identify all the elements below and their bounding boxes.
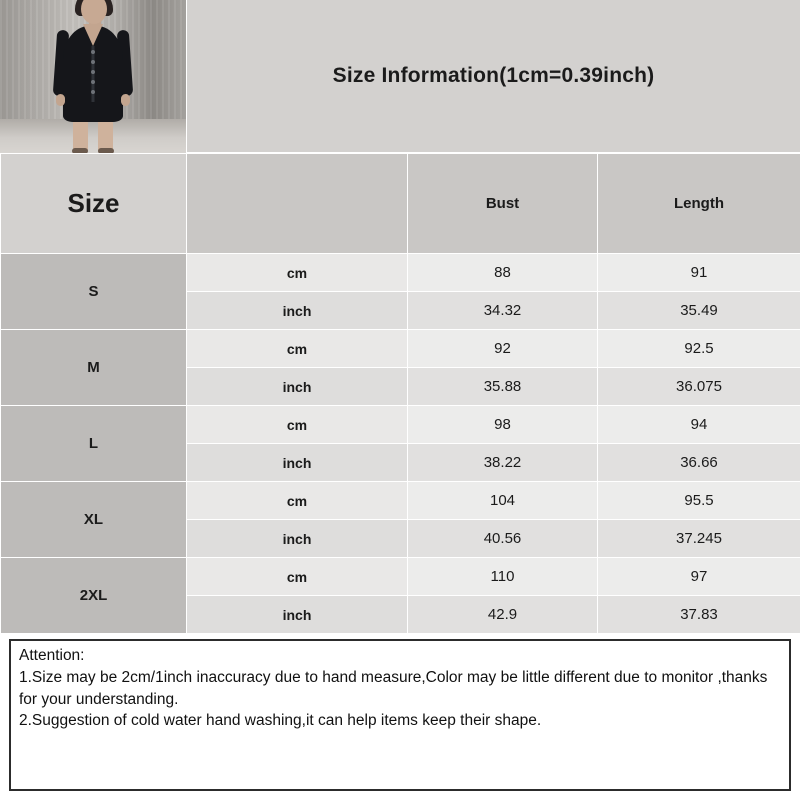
dress-button-icon [91,80,95,84]
row-unit-inch: inch [187,444,408,482]
model-right-hand [121,94,130,106]
model-dress [63,26,123,122]
row-unit-inch: inch [187,292,408,330]
row-bust-cm: 92 [408,330,598,368]
table-row [1,482,800,520]
row-bust-cm: 88 [408,254,598,292]
row-size-label: L [1,406,187,482]
row-unit-cm: cm [187,254,408,292]
row-size-label: M [1,330,187,406]
size-information-title: Size Information(1cm=0.39inch) [332,64,655,87]
row-bust-inch: 34.32 [408,292,598,330]
row-length-cm: 92.5 [598,330,800,368]
row-unit-inch: inch [187,596,408,634]
table-header-row [1,154,800,254]
model-head [81,0,107,24]
row-length-cm: 95.5 [598,482,800,520]
row-bust-cm: 110 [408,558,598,596]
model-left-hand [56,94,65,106]
row-length-cm: 97 [598,558,800,596]
row-length-inch: 37.83 [598,596,800,634]
header-row [0,0,800,153]
row-length-inch: 36.66 [598,444,800,482]
row-unit-cm: cm [187,558,408,596]
row-size-label: 2XL [1,558,187,634]
row-length-inch: 37.245 [598,520,800,558]
header-cell-size: Size [1,154,187,254]
attention-line-2: 2.Suggestion of cold water hand washing,it can help items keep their shape. [19,712,542,730]
row-bust-inch: 40.56 [408,520,598,558]
row-unit-inch: inch [187,368,408,406]
header-cell-unit [187,154,408,254]
product-photo [0,0,186,153]
row-length-inch: 35.49 [598,292,800,330]
table-row [1,330,800,368]
row-unit-inch: inch [187,520,408,558]
row-unit-cm: cm [187,330,408,368]
row-length-inch: 36.075 [598,368,800,406]
row-unit-cm: cm [187,482,408,520]
dress-button-icon [91,90,95,94]
table-row [1,254,800,292]
header-cell-length: Length [598,154,800,254]
row-bust-inch: 35.88 [408,368,598,406]
model-right-shoe [98,148,114,153]
dress-button-icon [91,60,95,64]
row-length-cm: 94 [598,406,800,444]
attention-heading: Attention: [19,647,85,664]
header-cell-bust: Bust [408,154,598,254]
row-bust-cm: 98 [408,406,598,444]
model-left-shoe [72,148,88,153]
size-table [0,153,800,634]
dress-button-icon [91,70,95,74]
table-row [1,558,800,596]
row-length-cm: 91 [598,254,800,292]
row-bust-inch: 42.9 [408,596,598,634]
photo-model-figure [47,0,139,153]
row-size-label: S [1,254,187,330]
row-size-label: XL [1,482,187,558]
attention-note-box [9,639,791,791]
size-information-banner [186,0,800,152]
dress-button-icon [91,50,95,54]
row-unit-cm: cm [187,406,408,444]
table-row [1,406,800,444]
attention-line-1: 1.Size may be 2cm/1inch inaccuracy due to hand measure,Color may be little different due to monitor ,thanks for your understanding. [19,669,768,708]
row-bust-cm: 104 [408,482,598,520]
row-bust-inch: 38.22 [408,444,598,482]
